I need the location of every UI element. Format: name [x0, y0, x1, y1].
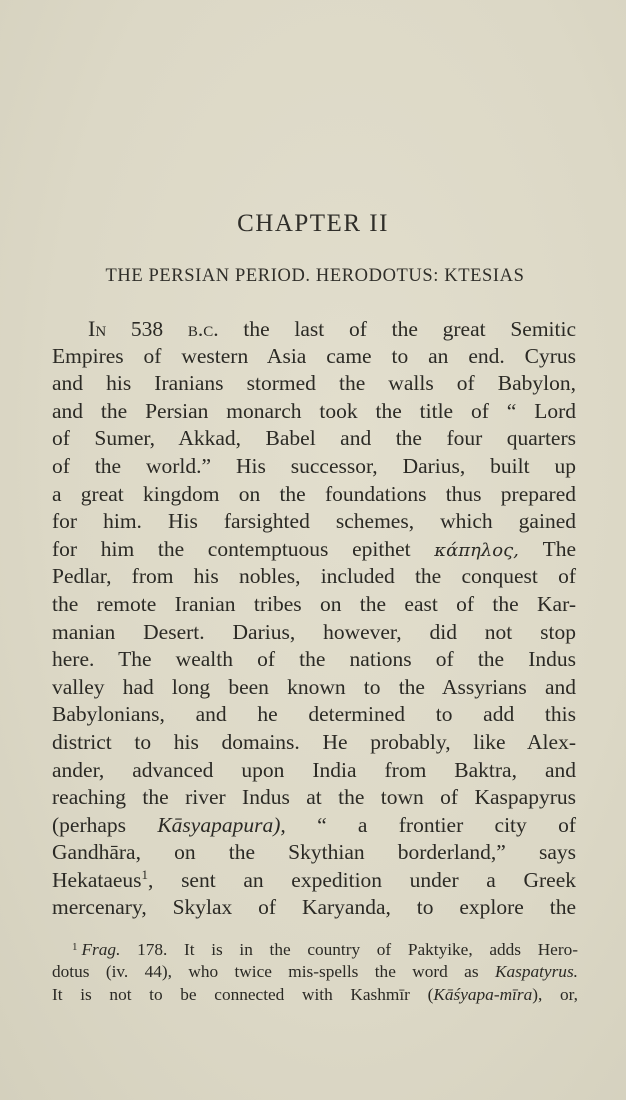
text-line: [52, 812, 576, 840]
footnote: [52, 936, 578, 1007]
text-line: a great kingdom on the foundations thus prepared: [52, 481, 576, 506]
text-line: mercenary, Skylax of Karyanda, to explore the: [52, 895, 576, 920]
footnote-mark: 1: [72, 941, 78, 953]
text-fragment: (perhaps: [52, 812, 127, 837]
text-fragment: for him the contemptuous epithet: [52, 536, 411, 561]
text-fragment: “ a frontier city of: [317, 812, 577, 837]
text-line: for him. His farsighted schemes, which gained: [52, 509, 576, 534]
text-fragment: Hekataeus: [52, 867, 142, 892]
chapter-subtitle: THE PERSIAN PERIOD. HERODOTUS: KTESIAS: [105, 266, 525, 286]
greek-word: κάπηλος,: [434, 539, 519, 561]
italic-term: Kāśyapa-mīra: [433, 985, 533, 1004]
text-fragment: dotus (iv. 44), who twice mis-spells the word as: [52, 961, 479, 981]
footnote-reference: 1: [141, 866, 149, 882]
text-line: Pedlar, from his nobles, included the conquest of: [52, 564, 576, 589]
italic-term: Kaspatyrus.: [494, 961, 578, 981]
era-abbreviation: b.c.: [187, 317, 219, 341]
text-line: Gandhāra, on the Skythian borderland,” says: [52, 840, 576, 865]
footnote-line: [52, 983, 578, 1007]
text-line: [52, 867, 576, 895]
text-fragment: 178. It is in the country of Paktyike, adds Hero-: [137, 940, 578, 959]
text-line: [52, 315, 576, 343]
italic-term: Frag.: [81, 940, 121, 959]
footnote-line: [52, 936, 578, 960]
text-fragment: ), or,: [532, 985, 578, 1004]
text-line: of the world.” His successor, Darius, built up: [52, 453, 576, 478]
text-line: Babylonians, and he determined to add this: [52, 702, 576, 727]
text-line: ander, advanced upon India from Baktra, and: [52, 757, 576, 782]
text-line: and the Persian monarch took the title of “ Lord: [52, 398, 576, 423]
text-line: and his Iranians stormed the walls of Babylon,: [52, 371, 576, 396]
text-fragment: The: [542, 536, 576, 561]
text-line: district to his domains. He probably, like Alex-: [52, 729, 576, 754]
chapter-heading: CHAPTER II: [237, 210, 389, 237]
text-fragment: It is not to be connected with Kashmīr (: [52, 985, 434, 1004]
text-line: manian Desert. Darius, however, did not stop: [52, 619, 576, 644]
opening-word: In: [88, 316, 107, 341]
text-line: here. The wealth of the nations of the Indus: [52, 647, 576, 672]
text-line: [52, 536, 576, 564]
footnote-line: [52, 960, 578, 984]
text-fragment: , sent an expedition under a Greek: [148, 867, 576, 892]
text-fragment: the last of the great Semitic: [243, 317, 577, 341]
italic-term: Kāsyapapura),: [157, 812, 286, 837]
text-line: reaching the river Indus at the town of Kaspapyrus: [52, 785, 576, 810]
text-line: Empires of western Asia came to an end. Cyrus: [52, 343, 576, 368]
text-line: the remote Iranian tribes on the east of the Kar-: [52, 591, 576, 616]
year-number: 538: [130, 317, 164, 341]
text-line: valley had long been known to the Assyrians and: [52, 674, 576, 699]
text-line: of Sumer, Akkad, Babel and the four quarters: [52, 426, 576, 451]
body-paragraph: [52, 315, 576, 922]
